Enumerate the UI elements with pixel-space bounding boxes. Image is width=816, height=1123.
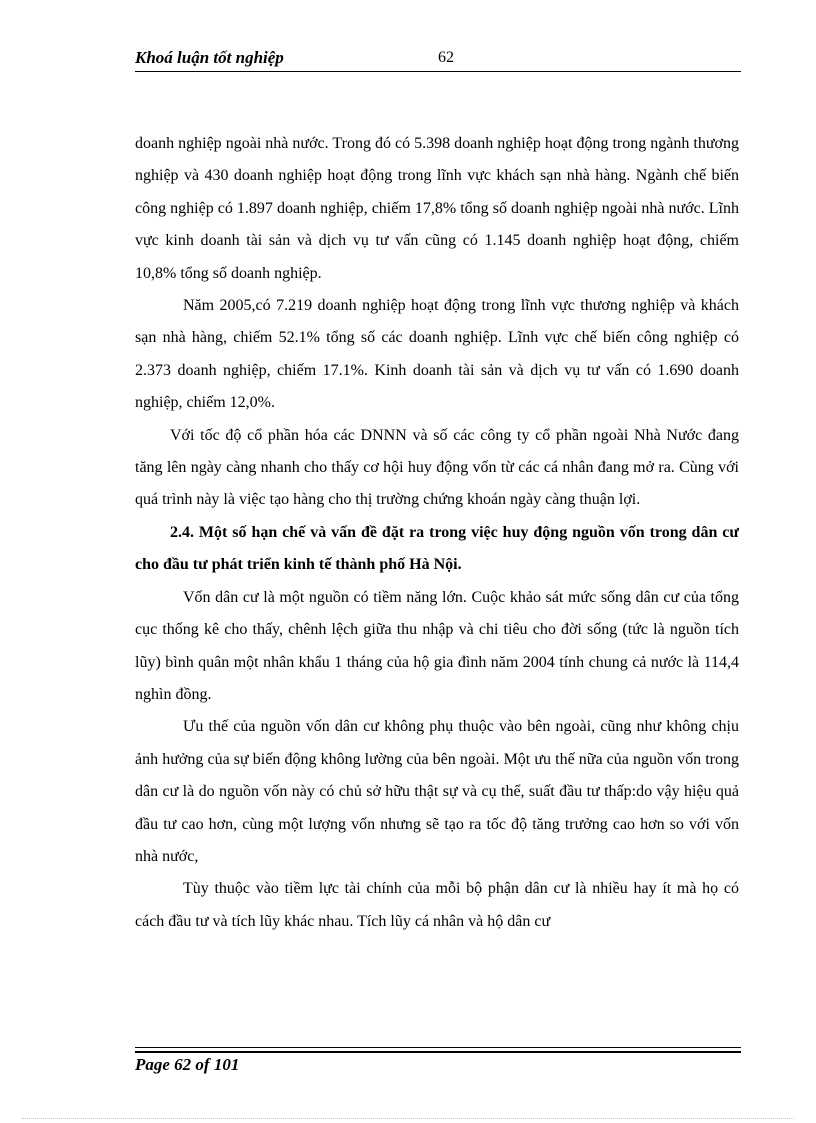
header-page-number: 62 (438, 49, 454, 66)
section-heading-2-4: 2.4. Một số hạn chế và vấn đề đặt ra trong việc huy động nguồn vốn trong dân cư cho đầu tư phát triển kinh tế thành phố Hà Nội. (135, 523, 739, 574)
paragraph-equitization: Với tốc độ cổ phần hóa các DNNN và số các công ty cổ phần ngoài Nhà Nước đang tăng lên ngày càng nhanh cho thấy cơ hội huy động vốn từ các cá nhân đang mở ra. Cùng với quá trình này là việc tạo hàng cho thị trường chứng khoán ngày càng thuận lợi. (135, 426, 739, 509)
paragraph-resident-capital: Vốn dân cư là một nguồn có tiềm năng lớn. Cuộc khảo sát mức sống dân cư của tổng cục thống kê cho thấy, chênh lệch giữa thu nhập và chi tiêu cho đời sống (tức là nguồn tích lũy) bình quân một nhân khẩu 1 tháng của hộ gia đình năm 2004 tính chung cả nước là 114,4 nghìn đồng. (135, 588, 739, 703)
footer-page-label: Page 62 of 101 (135, 1055, 240, 1074)
header-title: Khoá luận tốt nghiệp (135, 48, 284, 67)
footer-rule-thin (135, 1047, 741, 1048)
footer-rule-thick (135, 1051, 741, 1053)
header-rule (135, 71, 741, 72)
body-text (135, 128, 739, 938)
paragraph-2005: Năm 2005,có 7.219 doanh nghiệp hoạt động trong lĩnh vực thương nghiệp và khách sạn nhà hàng, chiếm 52.1% tổng số các doanh nghiệp. Lĩnh vực chế biến công nghiệp có 2.373 doanh nghiệp, chiếm 17.1%. Kinh doanh tài sản và dịch vụ tư vấn có 1.690 doanh nghiệp, chiếm 12,0%. (135, 297, 739, 412)
paragraph-continuation: doanh nghiệp ngoài nhà nước. Trong đó có 5.398 doanh nghiệp hoạt động trong ngành thương nghiệp và 430 doanh nghiệp hoạt động trong lĩnh vực khách sạn nhà hàng. Ngành chế biến công nghiệp có 1.897 doanh nghiệp, chiếm 17,8% tổng số doanh nghiệp ngoài nhà nước. Lĩnh vực kinh doanh tài sản và dịch vụ tư vấn cũng có 1.145 doanh nghiệp hoạt động, chiếm 10,8% tổng số doanh nghiệp. (135, 135, 739, 282)
paragraph-financial-potential: Tùy thuộc vào tiềm lực tài chính của mỗi bộ phận dân cư là nhiều hay ít mà họ có cách đầu tư và tích lũy khác nhau. Tích lũy cá nhân và hộ dân cư (135, 880, 739, 930)
paragraph-advantages: Ưu thế của nguồn vốn dân cư không phụ thuộc vào bên ngoài, cũng như không chịu ảnh hưởng của sự biến động không lường của bên ngoài. Một ưu thế nữa của nguồn vốn trong dân cư là do nguồn vốn này có chủ sở hữu thật sự và cụ thể, suất đầu tư thấp:do vậy hiệu quả đầu tư cao hơn, cùng một lượng vốn nhưng sẽ tạo ra tốc độ tăng trưởng cao hơn so với vốn nhà nước, (135, 718, 739, 865)
page-header (135, 48, 741, 72)
page-edge-divider (22, 1118, 794, 1119)
